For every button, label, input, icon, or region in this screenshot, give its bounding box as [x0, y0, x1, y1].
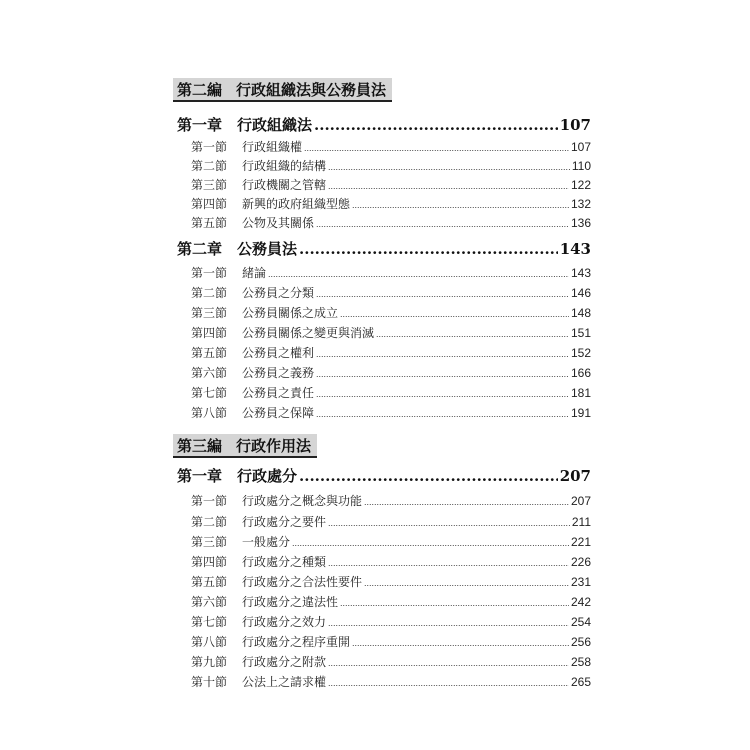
part-header [173, 78, 392, 102]
section-page: 226 [570, 555, 591, 569]
section-title: 公務員之權利 [242, 346, 315, 360]
section-number: 第一節 [191, 494, 228, 508]
section-title: 公法上之請求權 [242, 675, 327, 689]
part-number: 第二編 [177, 80, 223, 99]
section-entry[interactable] [191, 364, 591, 382]
section-entry[interactable] [191, 513, 591, 531]
section-entry[interactable] [191, 553, 591, 571]
section-page: 211 [571, 515, 591, 529]
section-title: 行政處分之要件 [242, 515, 327, 529]
section-title: 公務員關係之變更與消滅 [242, 326, 375, 340]
section-page: 221 [570, 535, 591, 549]
section-entry[interactable] [191, 324, 591, 342]
dot-leader [299, 240, 558, 258]
section-page: 143 [570, 266, 591, 280]
dot-leader [304, 143, 569, 153]
part-header [173, 434, 317, 458]
section-number: 第二節 [191, 286, 228, 300]
chapter-number: 第一章 [177, 116, 223, 134]
dot-leader [316, 369, 569, 379]
chapter-page: 143 [559, 240, 591, 258]
part-number: 第三編 [177, 436, 223, 455]
dot-leader [316, 219, 569, 229]
section-entry[interactable] [191, 138, 591, 156]
section-entry[interactable] [191, 284, 591, 302]
section-title: 公物及其關係 [242, 216, 315, 230]
section-page: 110 [571, 159, 591, 173]
section-number: 第七節 [191, 386, 228, 400]
section-number: 第四節 [191, 555, 228, 569]
section-number: 第二節 [191, 159, 228, 173]
dot-leader [352, 200, 569, 210]
section-number: 第四節 [191, 326, 228, 340]
section-page: 151 [570, 326, 591, 340]
chapter-title: 公務員法 [237, 240, 298, 258]
chapter-number: 第二章 [177, 240, 223, 258]
dot-leader [299, 467, 558, 485]
section-number: 第八節 [191, 635, 228, 649]
section-entry[interactable] [191, 304, 591, 322]
section-entry[interactable] [191, 593, 591, 611]
dot-leader [328, 181, 569, 191]
chapter-title: 行政組織法 [237, 116, 313, 134]
dot-leader [314, 116, 558, 134]
section-title: 公務員之義務 [242, 366, 315, 380]
section-title: 行政處分之違法性 [242, 595, 339, 609]
section-page: 136 [570, 216, 591, 230]
section-title: 公務員之分類 [242, 286, 315, 300]
section-number: 第三節 [191, 535, 228, 549]
section-title: 公務員之保障 [242, 406, 315, 420]
section-page: 207 [570, 494, 591, 508]
section-entry[interactable] [191, 214, 591, 232]
section-page: 181 [570, 386, 591, 400]
dot-leader [292, 538, 569, 548]
section-number: 第五節 [191, 575, 228, 589]
dot-leader [364, 497, 569, 507]
chapter-title: 行政處分 [237, 467, 298, 485]
section-title: 公務員之責任 [242, 386, 315, 400]
section-title: 行政處分之種類 [242, 555, 327, 569]
chapter-page: 107 [559, 116, 591, 134]
dot-leader [316, 349, 569, 359]
chapter-number: 第一章 [177, 467, 223, 485]
section-page: 152 [570, 346, 591, 360]
dot-leader [340, 598, 569, 608]
section-page: 258 [570, 655, 591, 669]
section-page: 254 [570, 615, 591, 629]
section-number: 第三節 [191, 306, 228, 320]
section-entry[interactable] [191, 533, 591, 551]
dot-leader [328, 518, 570, 528]
section-title: 行政機關之管轄 [242, 178, 327, 192]
chapter-entry[interactable] [177, 465, 591, 487]
section-title: 新興的政府組織型態 [242, 197, 351, 211]
section-title: 行政處分之合法性要件 [242, 575, 363, 589]
dot-leader [376, 329, 569, 339]
section-number: 第七節 [191, 615, 228, 629]
dot-leader [316, 289, 569, 299]
section-entry[interactable] [191, 344, 591, 362]
section-number: 第六節 [191, 366, 228, 380]
section-page: 166 [570, 366, 591, 380]
section-entry[interactable] [191, 176, 591, 194]
section-entry[interactable] [191, 573, 591, 591]
section-page: 122 [570, 178, 591, 192]
section-entry[interactable] [191, 157, 591, 175]
dot-leader [328, 162, 570, 172]
dot-leader [328, 618, 569, 628]
dot-leader [268, 269, 569, 279]
section-number: 第三節 [191, 178, 228, 192]
section-number: 第五節 [191, 216, 228, 230]
section-title: 行政組織的結構 [242, 159, 327, 173]
dot-leader [364, 578, 569, 588]
section-entry[interactable] [191, 492, 591, 510]
section-title: 行政組織權 [242, 140, 303, 154]
section-number: 第九節 [191, 655, 228, 669]
dot-leader [316, 389, 569, 399]
section-entry[interactable] [191, 195, 591, 213]
section-entry[interactable] [191, 673, 591, 691]
dot-leader [316, 409, 569, 419]
section-title: 公務員關係之成立 [242, 306, 339, 320]
section-entry[interactable] [191, 384, 591, 402]
section-entry[interactable] [191, 404, 591, 422]
dot-leader [328, 558, 569, 568]
section-title: 行政處分之程序重開 [242, 635, 351, 649]
section-page: 191 [570, 406, 591, 420]
section-number: 第四節 [191, 197, 228, 211]
chapter-entry[interactable] [177, 238, 591, 260]
section-number: 第八節 [191, 406, 228, 420]
part-title: 行政組織法與公務員法 [236, 80, 387, 99]
dot-leader [352, 638, 569, 648]
dot-leader [340, 309, 569, 319]
chapter-entry[interactable] [177, 114, 591, 136]
section-number: 第二節 [191, 515, 228, 529]
part-title: 行政作用法 [236, 436, 312, 455]
section-page: 265 [570, 675, 591, 689]
section-title: 行政處分之概念與功能 [242, 494, 363, 508]
section-page: 256 [570, 635, 591, 649]
section-number: 第一節 [191, 140, 228, 154]
dot-leader [328, 658, 569, 668]
section-page: 231 [570, 575, 591, 589]
section-entry[interactable] [191, 613, 591, 631]
section-title: 行政處分之附款 [242, 655, 327, 669]
section-page: 148 [570, 306, 591, 320]
section-page: 132 [570, 197, 591, 211]
section-number: 第五節 [191, 346, 228, 360]
section-page: 242 [570, 595, 591, 609]
section-entry[interactable] [191, 633, 591, 651]
section-entry[interactable] [191, 653, 591, 671]
section-entry[interactable] [191, 264, 591, 282]
section-number: 第六節 [191, 595, 228, 609]
section-title: 一般處分 [242, 535, 291, 549]
dot-leader [328, 678, 569, 688]
section-number: 第一節 [191, 266, 228, 280]
section-title: 行政處分之效力 [242, 615, 327, 629]
section-page: 107 [570, 140, 591, 154]
section-number: 第十節 [191, 675, 228, 689]
section-page: 146 [570, 286, 591, 300]
section-title: 緒論 [242, 266, 267, 280]
chapter-page: 207 [559, 467, 591, 485]
